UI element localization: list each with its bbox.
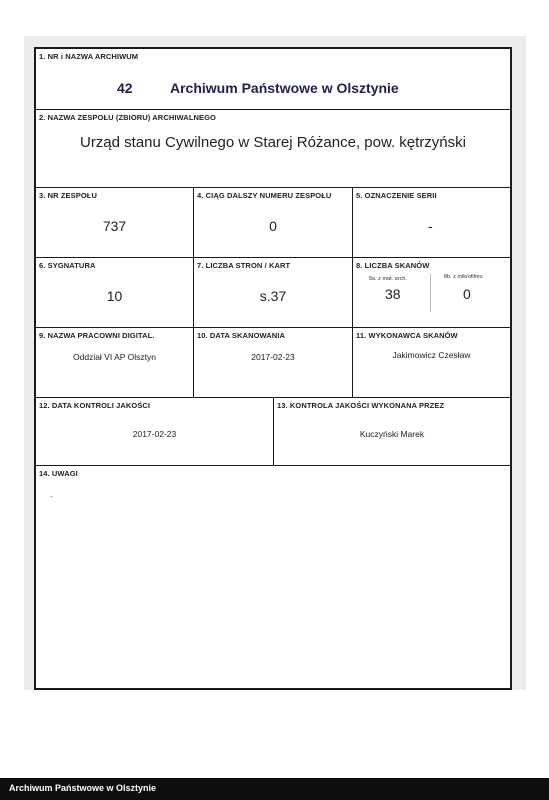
fonds-name: Urząd stanu Cywilnego w Starej Różance, pow. kętrzyński bbox=[79, 134, 466, 151]
series-value: - bbox=[428, 218, 433, 234]
qc-person-value: Kuczyński Marek bbox=[359, 429, 425, 439]
archive-number: 42 bbox=[117, 80, 133, 96]
archive-name: Archiwum Państwowe w Olsztynie bbox=[170, 80, 399, 96]
scans-label: 8. LICZBA SKANÓW bbox=[356, 261, 430, 270]
scan-date-label: 10. DATA SKANOWANIA bbox=[197, 331, 286, 340]
qc-person-label: 13. KONTROLA JAKOŚCI WYKONANA PRZEZ bbox=[277, 401, 445, 410]
scans-microfilm-label: 8b. z mikrofilmu bbox=[444, 274, 483, 280]
footer-bar bbox=[0, 778, 549, 800]
qc-date-section bbox=[36, 398, 274, 466]
scans-archival-value: 38 bbox=[385, 286, 401, 302]
scanner-value: Jakimowicz Czesław bbox=[392, 350, 471, 360]
lab-section bbox=[36, 328, 194, 398]
fonds-label: 2. NAZWA ZESPOŁU (ZBIORU) ARCHIWALNEGO bbox=[39, 113, 216, 122]
pages-label: 7. LICZBA STRON / KART bbox=[197, 261, 291, 270]
scans-archival-label: 8a. z mat. arch. bbox=[369, 276, 407, 282]
lab-value: Oddział VI AP Olsztyn bbox=[73, 352, 156, 362]
fonds-number-label: 3. NR ZESPOŁU bbox=[39, 191, 97, 200]
notes-section bbox=[36, 466, 510, 688]
qc-person-section bbox=[274, 398, 510, 466]
signature-value: 10 bbox=[106, 288, 123, 304]
scanner-section bbox=[353, 328, 510, 398]
archive-label: 1. NR i NAZWA ARCHIWUM bbox=[39, 52, 139, 61]
scan-date-value: 2017-02-23 bbox=[251, 352, 295, 362]
continuation-label: 4. CIĄG DALSZY NUMERU ZESPOŁU bbox=[197, 191, 332, 200]
continuation-section bbox=[194, 188, 353, 258]
series-label: 5. OZNACZENIE SERII bbox=[356, 191, 437, 200]
qc-date-label: 12. DATA KONTROLI JAKOŚCI bbox=[39, 401, 151, 410]
fonds-number-section bbox=[36, 188, 194, 258]
scanner-label: 11. WYKONAWCA SKANÓW bbox=[356, 331, 458, 340]
series-section bbox=[353, 188, 510, 258]
scans-section bbox=[353, 258, 510, 328]
signature-label: 6. SYGNATURA bbox=[39, 261, 96, 270]
scan-date-section bbox=[194, 328, 353, 398]
archive-section bbox=[36, 49, 510, 110]
notes-label: 14. UWAGI bbox=[39, 469, 78, 478]
fonds-section bbox=[36, 110, 510, 188]
lab-label: 9. NAZWA PRACOWNI DIGITAL. bbox=[39, 331, 155, 340]
scans-divider bbox=[430, 274, 431, 312]
pages-value: s.37 bbox=[259, 288, 287, 304]
qc-date-value: 2017-02-23 bbox=[132, 429, 177, 439]
notes-value: - bbox=[50, 491, 53, 501]
pages-section bbox=[194, 258, 353, 328]
metadata-card bbox=[34, 47, 512, 690]
fonds-number-value: 737 bbox=[102, 218, 127, 234]
continuation-value: 0 bbox=[269, 218, 277, 234]
footer-title: Archiwum Państwowe w Olsztynie bbox=[9, 783, 157, 793]
scans-microfilm-value: 0 bbox=[463, 286, 471, 302]
signature-section bbox=[36, 258, 194, 328]
